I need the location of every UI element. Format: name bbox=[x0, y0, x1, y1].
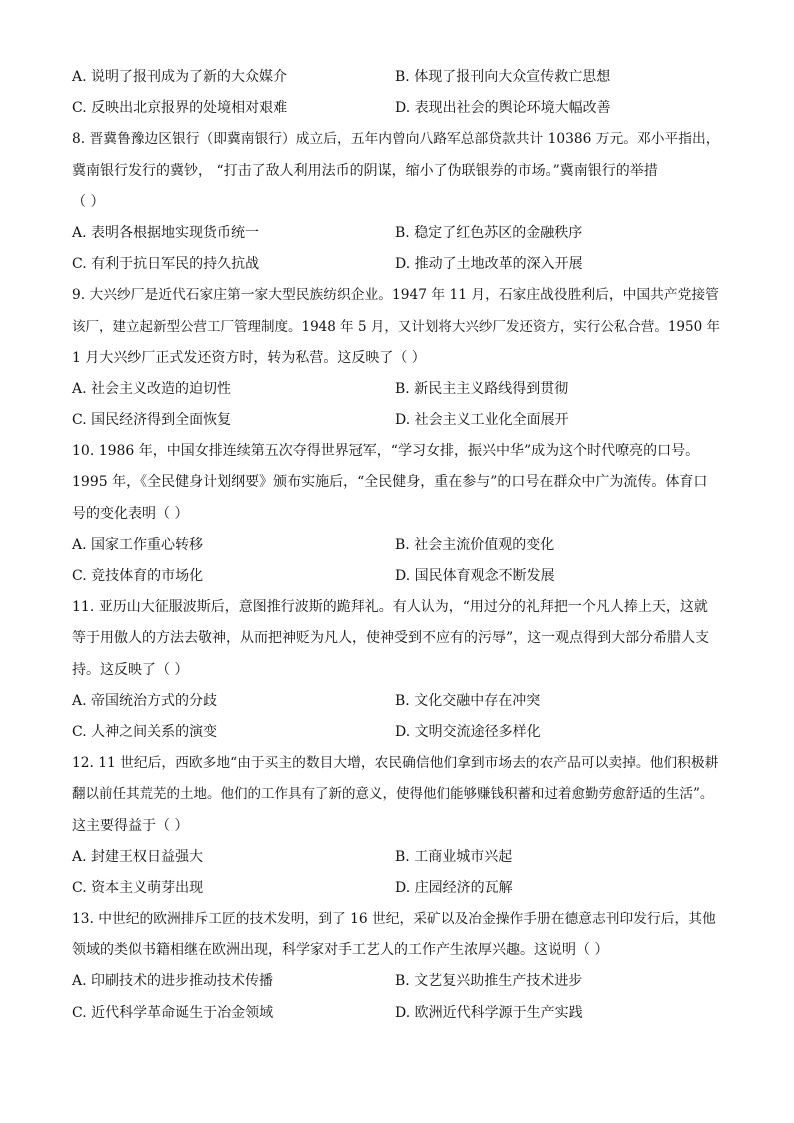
q9-stem-line-1: 9. 大兴纱厂是近代石家庄第一家大型民族纺织企业。1947 年 11 月，石家庄战役胜利后，中国共产党接管 bbox=[72, 287, 719, 304]
q9-stem-line-3: 1 月大兴纱厂正式发还资方时，转为私营。这反映了（ ） bbox=[72, 349, 426, 366]
q8-option-a[interactable]: A. 表明各根据地实现货币统一 bbox=[72, 224, 260, 241]
q11-option-b[interactable]: B. 文化交融中存在冲突 bbox=[395, 692, 541, 709]
q11-stem-line-3: 持。这反映了（ ） bbox=[72, 661, 189, 678]
q9-option-c[interactable]: C. 国民经济得到全面恢复 bbox=[72, 412, 232, 429]
q11-stem-line-2: 等于用傲人的方法去敬神，从而把神贬为凡人，使神受到不应有的污辱”，这一观点得到大部分希腊人支 bbox=[72, 630, 710, 647]
q12-options-row-2 bbox=[72, 873, 722, 904]
q10-option-d[interactable]: D. 国民体育观念不断发展 bbox=[395, 568, 555, 584]
q9-option-b[interactable]: B. 新民主主义路线得到贯彻 bbox=[395, 380, 569, 397]
q13-option-c[interactable]: C. 近代科学革命诞生于冶金领域 bbox=[72, 1004, 274, 1021]
q10-options-row-1 bbox=[72, 530, 722, 561]
q11-option-c[interactable]: C. 人神之间关系的演变 bbox=[72, 723, 218, 740]
q12-option-c[interactable]: C. 资本主义萌芽出现 bbox=[72, 879, 204, 896]
q13-stem-line-1: 13. 中世纪的欧洲排斥工匠的技术发明，到了 16 世纪，采矿以及冶金操作手册在德意志刊印发行后，其他 bbox=[72, 911, 716, 928]
q7-option-b[interactable]: B. 体现了报刊向大众宣传救亡思想 bbox=[395, 69, 611, 85]
q7-option-d[interactable]: D. 表现出社会的舆论环境大幅改善 bbox=[395, 100, 611, 117]
q13-option-d[interactable]: D. 欧洲近代科学源于生产实践 bbox=[395, 1004, 583, 1021]
q8-stem-line-1: 8. 晋冀鲁豫边区银行（即冀南银行）成立后，五年内曾向八路军总部贷款共计 10386 万元。邓小平指出， bbox=[72, 131, 720, 148]
q10-stem-line-3: 号的变化表明（ ） bbox=[72, 505, 189, 522]
q11-option-d[interactable]: D. 文明交流途径多样化 bbox=[395, 723, 541, 740]
q12-option-a[interactable]: A. 封建王权日益强大 bbox=[72, 848, 204, 865]
q9-option-a[interactable]: A. 社会主义改造的迫切性 bbox=[72, 380, 232, 397]
q12-options-row-1 bbox=[72, 842, 722, 873]
q7-options-row-2 bbox=[72, 93, 722, 124]
q10-options-row-2 bbox=[72, 561, 722, 592]
q8-answer-blank: （ ） bbox=[72, 193, 105, 210]
q10-option-c[interactable]: C. 竞技体育的市场化 bbox=[72, 568, 204, 584]
q12-stem-line-1: 12. 11 世纪后，西欧多地“由于买主的数目大增，农民确信他们拿到市场去的农产品可以卖掉。他们积极耕 bbox=[72, 755, 719, 772]
q8-options-row-1 bbox=[72, 218, 722, 249]
q7-option-c[interactable]: C. 反映出北京报界的处境相对艰难 bbox=[72, 100, 288, 117]
q11-option-a[interactable]: A. 帝国统治方式的分歧 bbox=[72, 692, 218, 709]
q10-stem-line-1: 10. 1986 年，中国女排连续第五次夺得世界冠军，“学习女排，振兴中华”成为这个时代嘹亮的口号。 bbox=[72, 443, 700, 460]
q8-options-row-2 bbox=[72, 249, 722, 280]
q13-options-row-2 bbox=[72, 998, 722, 1029]
q13-option-a[interactable]: A. 印刷技术的进步推动技术传播 bbox=[72, 973, 274, 990]
q13-options-row-1 bbox=[72, 966, 722, 997]
q11-options-row-2 bbox=[72, 717, 722, 748]
q10-stem-line-2: 1995 年，《全民健身计划纲要》颁布实施后，“全民健身，重在参与”的口号在群众中广为流传。体育口 bbox=[72, 474, 708, 491]
q8-stem-line-2: 冀南银行发行的冀钞， “打击了敌人利用法币的阴谋，缩小了伪联银券的市场。”冀南银行的举措 bbox=[72, 162, 658, 179]
q12-stem-line-3: 这主要得益于（ ） bbox=[72, 817, 189, 834]
q11-stem-line-1: 11. 亚历山大征服波斯后，意图推行波斯的跪拜礼。有人认为，“用过分的礼拜把一个凡人捧上天，这就 bbox=[72, 599, 708, 616]
q10-option-b[interactable]: B. 社会主流价值观的变化 bbox=[395, 536, 555, 553]
q12-option-d[interactable]: D. 庄园经济的瓦解 bbox=[395, 879, 513, 896]
q8-option-d[interactable]: D. 推动了土地改革的深入开展 bbox=[395, 256, 583, 273]
q7-options-row-1 bbox=[72, 62, 722, 93]
q11-options-row-1 bbox=[72, 686, 722, 717]
q8-option-c[interactable]: C. 有利于抗日军民的持久抗战 bbox=[72, 256, 260, 273]
q9-options-row-1 bbox=[72, 374, 722, 405]
q13-stem-line-2: 领域的类似书籍相继在欧洲出现，科学家对手工艺人的工作产生浓厚兴趣。这说明（ ） bbox=[72, 942, 609, 959]
q8-option-b[interactable]: B. 稳定了红色苏区的金融秩序 bbox=[395, 224, 583, 241]
q12-option-b[interactable]: B. 工商业城市兴起 bbox=[395, 848, 513, 865]
q9-options-row-2 bbox=[72, 405, 722, 436]
q10-option-a[interactable]: A. 国家工作重心转移 bbox=[72, 536, 204, 553]
q9-stem-line-2: 该厂，建立起新型公营工厂管理制度。1948 年 5 月，又计划将大兴纱厂发还资方，实行公私合营。1950 年 bbox=[72, 318, 720, 335]
q12-stem-line-2: 翻以前任其荒芜的土地。他们的工作具有了新的意义，使得他们能够赚钱积蓄和过着愈勤劳愈舒适的生活”。 bbox=[72, 786, 714, 803]
q13-option-b[interactable]: B. 文艺复兴助推生产技术进步 bbox=[395, 973, 583, 990]
question-list bbox=[72, 62, 722, 1029]
q7-option-a[interactable]: A. 说明了报刊成为了新的大众媒介 bbox=[72, 69, 288, 85]
q9-option-d[interactable]: D. 社会主义工业化全面展开 bbox=[395, 412, 569, 429]
